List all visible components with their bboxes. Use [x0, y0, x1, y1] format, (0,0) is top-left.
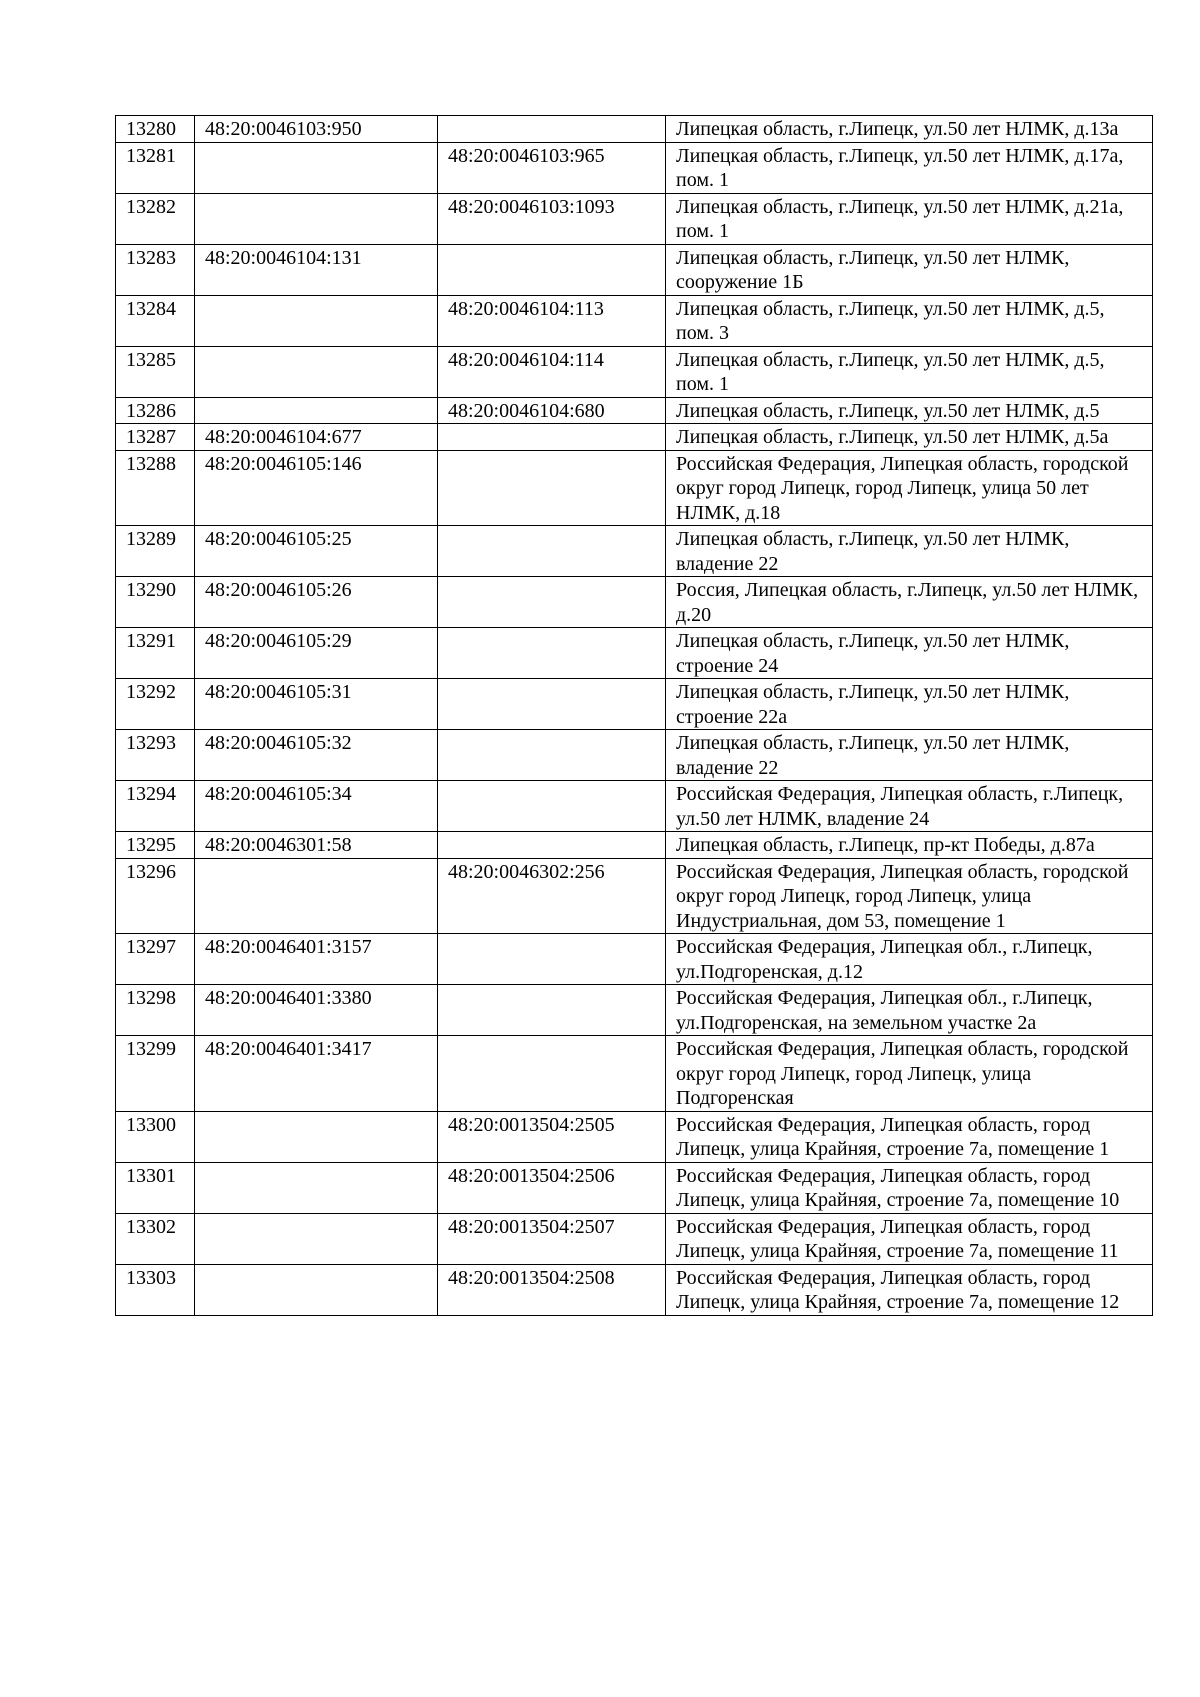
table-row [116, 346, 1153, 397]
row-number-cell: 13300 [116, 1111, 195, 1162]
land-cadastral-number-cell: 48:20:0046105:26 [195, 577, 438, 628]
table-row [116, 193, 1153, 244]
table-row [116, 397, 1153, 424]
row-number-cell: 13280 [116, 116, 195, 143]
table-row [116, 1264, 1153, 1315]
land-cadastral-number-cell [195, 1162, 438, 1213]
land-cadastral-number-cell: 48:20:0046105:32 [195, 730, 438, 781]
land-cadastral-number-cell: 48:20:0046401:3417 [195, 1036, 438, 1112]
row-number-cell: 13292 [116, 679, 195, 730]
address-cell: Липецкая область, г.Липецк, ул.50 лет НЛМК, сооружение 1Б [666, 244, 1153, 295]
table-row [116, 832, 1153, 859]
row-number-cell: 13299 [116, 1036, 195, 1112]
land-cadastral-number-cell: 48:20:0046105:25 [195, 526, 438, 577]
object-cadastral-number-cell [438, 832, 666, 859]
row-number-cell: 13284 [116, 295, 195, 346]
land-cadastral-number-cell: 48:20:0046105:146 [195, 450, 438, 526]
land-cadastral-number-cell [195, 295, 438, 346]
address-cell: Российская Федерация, Липецкая область, городской округ город Липецк, город Липецк, улица Подгоренская [666, 1036, 1153, 1112]
address-cell: Липецкая область, г.Липецк, ул.50 лет НЛМК, строение 22а [666, 679, 1153, 730]
object-cadastral-number-cell [438, 424, 666, 451]
object-cadastral-number-cell: 48:20:0046104:114 [438, 346, 666, 397]
land-cadastral-number-cell [195, 858, 438, 934]
object-cadastral-number-cell [438, 1036, 666, 1112]
object-cadastral-number-cell: 48:20:0013504:2505 [438, 1111, 666, 1162]
land-cadastral-number-cell: 48:20:0046105:34 [195, 781, 438, 832]
address-cell: Липецкая область, г.Липецк, ул.50 лет НЛМК, д.5, пом. 1 [666, 346, 1153, 397]
registry-table [115, 115, 1153, 1316]
table-row [116, 577, 1153, 628]
object-cadastral-number-cell: 48:20:0046103:965 [438, 142, 666, 193]
row-number-cell: 13302 [116, 1213, 195, 1264]
table-row [116, 424, 1153, 451]
table-row [116, 1213, 1153, 1264]
object-cadastral-number-cell: 48:20:0013504:2506 [438, 1162, 666, 1213]
row-number-cell: 13296 [116, 858, 195, 934]
table-row [116, 244, 1153, 295]
object-cadastral-number-cell [438, 244, 666, 295]
table-row [116, 781, 1153, 832]
object-cadastral-number-cell: 48:20:0046103:1093 [438, 193, 666, 244]
address-cell: Липецкая область, г.Липецк, ул.50 лет НЛМК, д.21а, пом. 1 [666, 193, 1153, 244]
address-cell: Российская Федерация, Липецкая обл., г.Липецк, ул.Подгоренская, д.12 [666, 934, 1153, 985]
row-number-cell: 13301 [116, 1162, 195, 1213]
address-cell: Липецкая область, г.Липецк, ул.50 лет НЛМК, д.17а, пом. 1 [666, 142, 1153, 193]
address-cell: Липецкая область, г.Липецк, ул.50 лет НЛМК, д.5, пом. 3 [666, 295, 1153, 346]
address-cell: Российская Федерация, Липецкая обл., г.Липецк, ул.Подгоренская, на земельном участке 2а [666, 985, 1153, 1036]
object-cadastral-number-cell [438, 934, 666, 985]
row-number-cell: 13303 [116, 1264, 195, 1315]
row-number-cell: 13288 [116, 450, 195, 526]
address-cell: Российская Федерация, Липецкая область, город Липецк, улица Крайняя, строение 7а, помещение 11 [666, 1213, 1153, 1264]
address-cell: Липецкая область, г.Липецк, ул.50 лет НЛМК, владение 22 [666, 730, 1153, 781]
land-cadastral-number-cell [195, 346, 438, 397]
table-row [116, 628, 1153, 679]
object-cadastral-number-cell: 48:20:0046302:256 [438, 858, 666, 934]
row-number-cell: 13297 [116, 934, 195, 985]
table-row [116, 1111, 1153, 1162]
row-number-cell: 13282 [116, 193, 195, 244]
address-cell: Россия, Липецкая область, г.Липецк, ул.50 лет НЛМК, д.20 [666, 577, 1153, 628]
row-number-cell: 13298 [116, 985, 195, 1036]
table-row [116, 858, 1153, 934]
object-cadastral-number-cell: 48:20:0046104:680 [438, 397, 666, 424]
land-cadastral-number-cell: 48:20:0046301:58 [195, 832, 438, 859]
address-cell: Российская Федерация, Липецкая область, город Липецк, улица Крайняя, строение 7а, помещение 12 [666, 1264, 1153, 1315]
table-row [116, 934, 1153, 985]
object-cadastral-number-cell [438, 116, 666, 143]
address-cell: Липецкая область, г.Липецк, пр-кт Победы, д.87а [666, 832, 1153, 859]
row-number-cell: 13291 [116, 628, 195, 679]
land-cadastral-number-cell: 48:20:0046401:3380 [195, 985, 438, 1036]
land-cadastral-number-cell: 48:20:0046103:950 [195, 116, 438, 143]
land-cadastral-number-cell: 48:20:0046105:29 [195, 628, 438, 679]
table-row [116, 295, 1153, 346]
object-cadastral-number-cell [438, 577, 666, 628]
registry-table-body [116, 116, 1153, 1316]
row-number-cell: 13283 [116, 244, 195, 295]
land-cadastral-number-cell [195, 193, 438, 244]
table-row [116, 1036, 1153, 1112]
land-cadastral-number-cell: 48:20:0046401:3157 [195, 934, 438, 985]
row-number-cell: 13290 [116, 577, 195, 628]
address-cell: Российская Федерация, Липецкая область, городской округ город Липецк, город Липецк, улица 50 лет НЛМК, д.18 [666, 450, 1153, 526]
object-cadastral-number-cell: 48:20:0013504:2508 [438, 1264, 666, 1315]
address-cell: Липецкая область, г.Липецк, ул.50 лет НЛМК, д.5а [666, 424, 1153, 451]
address-cell: Российская Федерация, Липецкая область, городской округ город Липецк, город Липецк, улица Индустриальная, дом 53, помещение 1 [666, 858, 1153, 934]
land-cadastral-number-cell: 48:20:0046105:31 [195, 679, 438, 730]
address-cell: Российская Федерация, Липецкая область, город Липецк, улица Крайняя, строение 7а, помещение 1 [666, 1111, 1153, 1162]
table-row [116, 985, 1153, 1036]
table-row [116, 526, 1153, 577]
address-cell: Липецкая область, г.Липецк, ул.50 лет НЛМК, владение 22 [666, 526, 1153, 577]
row-number-cell: 13294 [116, 781, 195, 832]
object-cadastral-number-cell: 48:20:0013504:2507 [438, 1213, 666, 1264]
address-cell: Липецкая область, г.Липецк, ул.50 лет НЛМК, д.5 [666, 397, 1153, 424]
row-number-cell: 13287 [116, 424, 195, 451]
object-cadastral-number-cell [438, 526, 666, 577]
table-row [116, 116, 1153, 143]
row-number-cell: 13285 [116, 346, 195, 397]
object-cadastral-number-cell [438, 985, 666, 1036]
row-number-cell: 13289 [116, 526, 195, 577]
row-number-cell: 13281 [116, 142, 195, 193]
row-number-cell: 13295 [116, 832, 195, 859]
land-cadastral-number-cell: 48:20:0046104:131 [195, 244, 438, 295]
table-row [116, 730, 1153, 781]
row-number-cell: 13286 [116, 397, 195, 424]
land-cadastral-number-cell: 48:20:0046104:677 [195, 424, 438, 451]
table-row [116, 450, 1153, 526]
table-row [116, 142, 1153, 193]
table-row [116, 679, 1153, 730]
land-cadastral-number-cell [195, 397, 438, 424]
land-cadastral-number-cell [195, 142, 438, 193]
object-cadastral-number-cell [438, 450, 666, 526]
object-cadastral-number-cell [438, 781, 666, 832]
address-cell: Липецкая область, г.Липецк, ул.50 лет НЛМК, строение 24 [666, 628, 1153, 679]
object-cadastral-number-cell [438, 679, 666, 730]
table-row [116, 1162, 1153, 1213]
object-cadastral-number-cell [438, 730, 666, 781]
object-cadastral-number-cell [438, 628, 666, 679]
address-cell: Российская Федерация, Липецкая область, г.Липецк, ул.50 лет НЛМК, владение 24 [666, 781, 1153, 832]
row-number-cell: 13293 [116, 730, 195, 781]
land-cadastral-number-cell [195, 1264, 438, 1315]
address-cell: Липецкая область, г.Липецк, ул.50 лет НЛМК, д.13а [666, 116, 1153, 143]
land-cadastral-number-cell [195, 1111, 438, 1162]
land-cadastral-number-cell [195, 1213, 438, 1264]
address-cell: Российская Федерация, Липецкая область, город Липецк, улица Крайняя, строение 7а, помещение 10 [666, 1162, 1153, 1213]
object-cadastral-number-cell: 48:20:0046104:113 [438, 295, 666, 346]
